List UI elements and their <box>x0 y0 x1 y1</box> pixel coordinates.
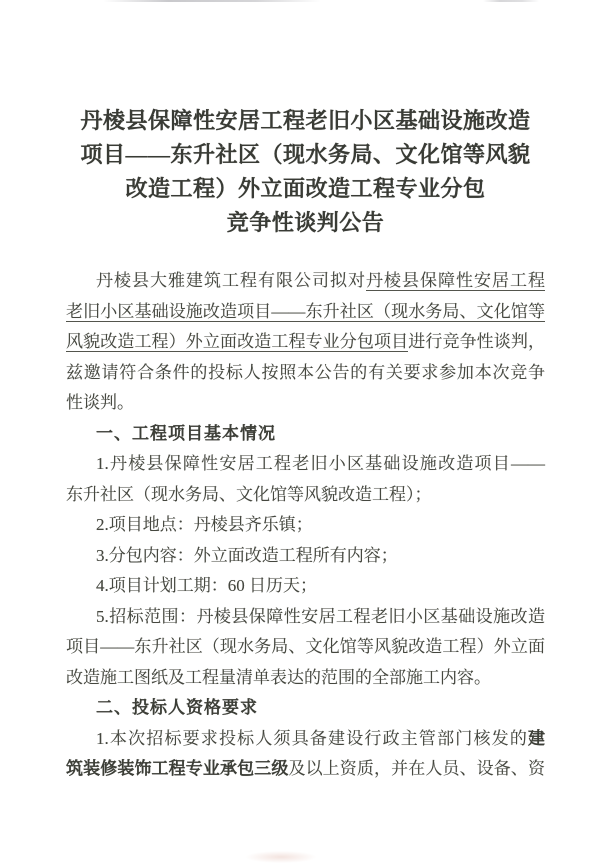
section1-item5-line1: 5.招标范围：丹棱县保障性安居工程老旧小区基础设施改造 <box>96 606 545 626</box>
section1-item4: 4.项目计划工期：60 日历天； <box>96 576 317 595</box>
underlined-project-name: 丹棱县保障性安居工程 <box>366 271 545 290</box>
intro-line-5: 性谈判。 <box>66 393 134 412</box>
section1-item3: 3.分包内容：外立面改造工程所有内容； <box>96 545 398 565</box>
intro-line-3 <box>66 327 545 358</box>
intro-text: 进行竞争性谈判， <box>408 332 546 351</box>
requirement-text: 1.本次招标要求投标人须具备建设行政主管部门核发的 <box>96 728 528 748</box>
section1-item2: 2.项目地点：丹棱县齐乐镇； <box>96 515 313 534</box>
scan-streak-top-right <box>483 0 539 2</box>
requirement-text: 及以上资质，并在人员、设备、资 <box>288 759 546 778</box>
title-line-4: 竞争性谈判公告 <box>226 210 385 235</box>
section1-heading: 一、工程项目基本情况 <box>96 423 276 443</box>
intro-text: 丹棱县大雅建筑工程有限公司拟对 <box>96 271 366 290</box>
document-body <box>66 266 545 785</box>
underlined-project-name: 老旧小区基础设施改造项目——东升社区（现水务局、文化馆等 <box>66 301 545 321</box>
section2-item1-line1 <box>66 724 545 755</box>
intro-line-4: 兹邀请符合条件的投标人按照本公告的有关要求参加本次竞争 <box>66 362 545 382</box>
section2-heading: 二、投标人资格要求 <box>96 698 258 717</box>
section2-item1-line2 <box>66 754 545 785</box>
section1-item1-line1: 1.丹棱县保障性安居工程老旧小区基础设施改造项目—— <box>96 454 545 473</box>
document-title <box>66 104 545 240</box>
intro-line-2 <box>66 297 545 328</box>
section1-item5-line3: 改造施工图纸及工程量清单表达的范围的全部施工内容。 <box>66 667 491 687</box>
section1-item5-line2: 项目——东升社区（现水务局、文化馆等风貌改造工程）外立面 <box>66 637 545 656</box>
document-content <box>66 104 545 785</box>
scan-streak-top-left <box>103 0 321 2</box>
scan-smudge-bottom <box>246 851 316 863</box>
bold-qualification-text: 筑装修装饰工程专业承包三级 <box>66 759 289 778</box>
section1-item1-line2: 东升社区（现水务局、文化馆等风貌改造工程）； <box>66 484 432 504</box>
bold-qualification-text: 建 <box>528 728 545 748</box>
intro-line-1 <box>66 266 545 297</box>
title-line-1: 丹棱县保障性安居工程老旧小区基础设施改造 <box>80 108 531 133</box>
underlined-project-name: 风貌改造工程）外立面改造工程专业分包项目 <box>66 332 409 351</box>
title-line-3: 改造工程）外立面改造工程专业分包 <box>125 176 486 201</box>
title-line-2: 项目——东升社区（现水务局、文化馆等风貌 <box>80 142 531 167</box>
